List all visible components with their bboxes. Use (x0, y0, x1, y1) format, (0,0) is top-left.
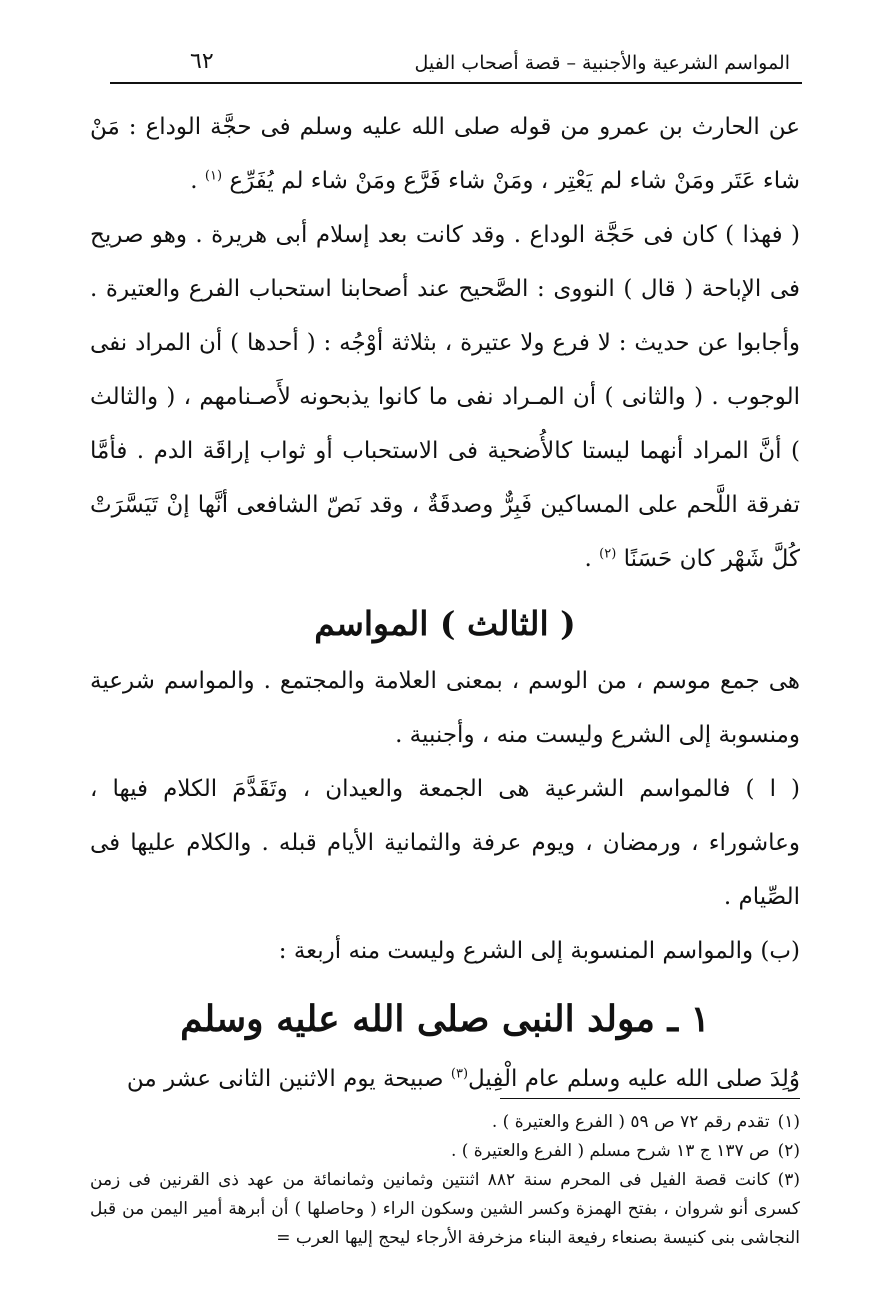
running-title: المواسم الشرعية والأجنبية – قصة أصحاب الفيل (414, 52, 790, 74)
footnote-2 (90, 1137, 800, 1166)
section-paragraph: ( ا ) فالمواسم الشرعية هى الجمعة والعيدان ، وتَقَدَّمَ الكلام فيها ، وعاشوراء ، ورمضان ، ويوم عرفة والثمانية الأيام قبله . والكلام عليها فى الصِّيام . (90, 776, 800, 910)
section-paragraph: هى جمع موسم ، من الوسم ، بمعنى العلامة والمجتمع . والمواسم شرعية ومنسوبة إلى الشرع وليست منه ، وأجنبية . (90, 668, 800, 748)
footnote-text: كانت قصة الفيل فى المحرم سنة ٨٨٢ اثنتين وثمانين وثمانمائة من عهد ذى القرنين فى زمن كسرى أنو شروان ، بفتح الهمزة وكسر الشين وسكون الراء ( وحاصلها ) أن أبرهة أمير اليمن من قبل النجاشى بنى كنيسة بصنعاء رفيعة البناء مزخرفة الأرجاء ليحج إليها العرب = (90, 1170, 800, 1248)
footnote-1 (90, 1108, 800, 1137)
paragraph-hadith: عن الحارث بن عمرو من قوله صلى الله عليه وسلم فى حجَّة الوداع : مَنْ شاء عَتَر ومَنْ شاء لم يَعْتِر ، ومَنْ شاء فَرَّع ومَنْ شاء لم يُفَرِّع $^{(١)}$ . (90, 114, 800, 194)
page-header (150, 40, 802, 74)
paragraph-text: صبيحة يوم الاثنين الثانى عشر من (126, 1066, 444, 1092)
footnote-text: تقدم رقم ٧٢ ص ٥٩ ( الفرع والعتيرة ) . (491, 1112, 770, 1132)
footnote-ref-1: (١) (204, 168, 223, 184)
paragraph-text: عن الحارث بن عمرو من قوله صلى الله عليه وسلم فى حجَّة الوداع : مَنْ شاء عَتَر ومَنْ شاء لم يَعْتِر ، ومَنْ شاء فَرَّع ومَنْ شاء لم يُفَرِّع (90, 114, 800, 194)
footnote-ref-2: (٢) (599, 546, 617, 562)
paragraph-commentary: ( فهذا ) كان فى حَجَّة الوداع . وقد كانت بعد إسلام أبى هريرة . وهو صريح فى الإباحة ( قال ) النووى : الصَّحيح عند أصحابنا استحباب الفرع والعتيرة . وأجابوا عن حديث : لا فرع ولا عتيرة ، بثلاثة أوْجُه : ( أحدها ) أن المراد نفى الوجوب . ( والثانى ) أن المـراد نفى ما كانوا يذبحونه لأَصـنامهم ، ( والثالث ) أنَّ المراد أنهما ليستا كالأُضحية فى الاستحباب أو ثواب إراقَة الدم . فأمَّا تفرقة اللَّحم على المساكين فَبِرٌّ وصدقَةٌ ، وقد نَصّ الشافعى أنَّها إنْ تَيَسَّرَتْ كُلَّ شَهْر كان حَسَنًا $^{(٢)}$ . (90, 222, 800, 572)
footnote-number: (١) (777, 1112, 800, 1132)
paragraph-text: ( فهذا ) كان فى حَجَّة الوداع . وقد كانت بعد إسلام أبى هريرة . وهو صريح فى الإباحة ( قال ) النووى : الصَّحيح عند أصحابنا استحباب الفرع والعتيرة . وأجابوا عن حديث : لا فرع ولا عتيرة ، بثلاثة أوْجُه : ( أحدها ) أن المراد نفى الوجوب . ( والثانى ) أن المـراد نفى ما كانوا يذبحونه لأَصـنامهم ، ( والثالث ) أنَّ المراد أنهما ليستا كالأُضحية فى الاستحباب أو ثواب إراقَة الدم . فأمَّا تفرقة اللَّحم على المساكين فَبِرٌّ وصدقَةٌ ، وقد نَصّ الشافعى أنَّها إنْ تَيَسَّرَتْ كُلَّ شَهْر كان حَسَنًا (90, 222, 800, 572)
footnote-3 (90, 1166, 800, 1253)
subsection-title: ١ ـ مولد النبى صلى الله عليه وسلم (180, 998, 710, 1040)
section-paragraph: (ب) والمواسم المنسوبة إلى الشرع وليست منه أربعة : (278, 938, 800, 964)
section-title: ( الثالث ) المواسم (314, 604, 576, 643)
footnotes (90, 1108, 800, 1253)
page-number: ٦٢ (190, 49, 214, 74)
main-text (90, 100, 800, 1106)
header-rule (110, 82, 802, 84)
footnote-text: ص ١٣٧ ج ١٣ شرح مسلم ( الفرع والعتيرة ) . (450, 1141, 770, 1161)
paragraph-text: وُلِدَ صلى الله عليه وسلم عام الْفِيل (468, 1066, 800, 1092)
footnote-ref-3: (٣) (450, 1066, 469, 1082)
footnote-number: (٢) (777, 1141, 800, 1161)
footnote-rule (500, 1098, 800, 1099)
footnote-number: (٣) (777, 1170, 800, 1190)
